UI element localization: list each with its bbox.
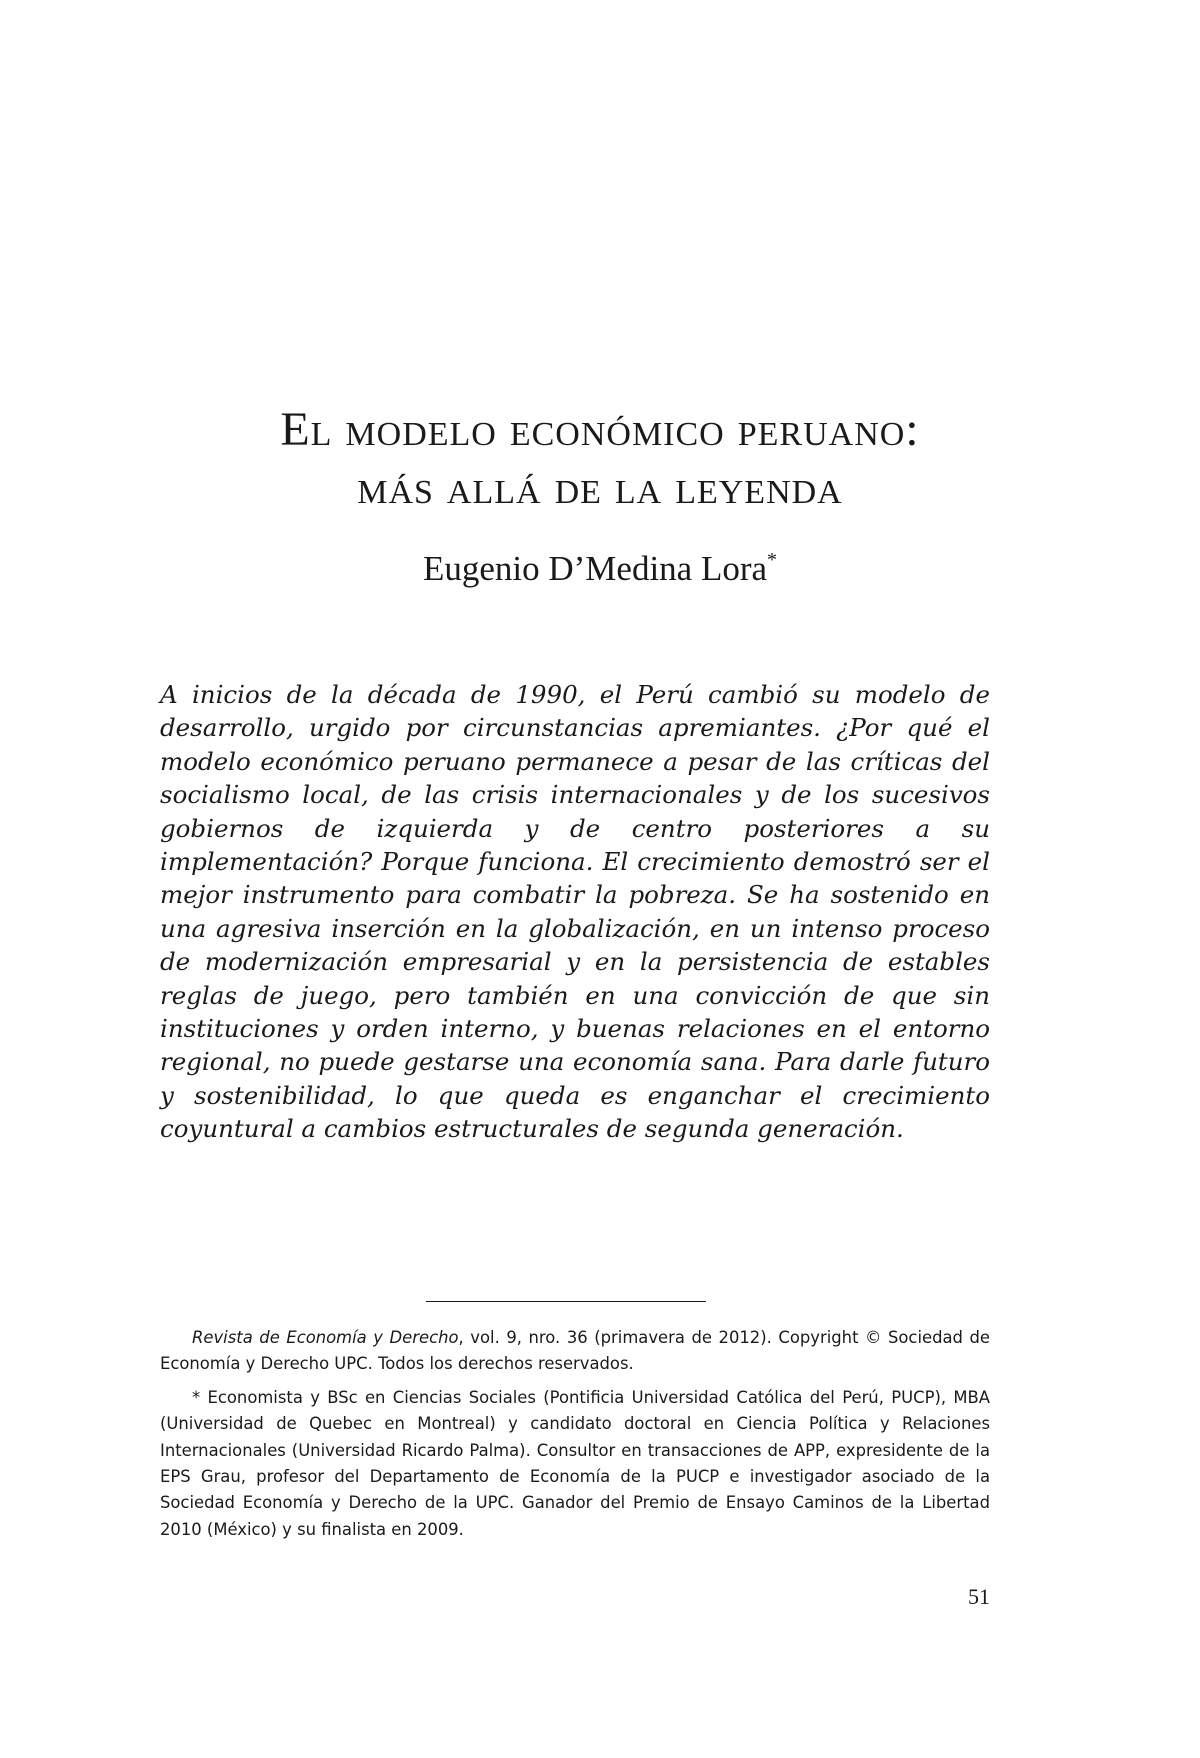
article-title-line-1: El modelo económico peruano: xyxy=(280,403,920,456)
journal-name: Revista de Economía y Derecho xyxy=(192,1328,459,1347)
author-footnote-mark: * xyxy=(767,549,778,571)
article-title-line-2: más allá de la leyenda xyxy=(357,461,843,514)
footnotes xyxy=(160,1325,990,1550)
article-author xyxy=(0,538,1200,591)
footnote-divider xyxy=(426,1301,706,1302)
page-number: 51 xyxy=(968,1584,990,1609)
journal-citation-note xyxy=(160,1325,990,1378)
author-name: Eugenio D’Medina Lora xyxy=(422,549,768,588)
author-bio-note: * Economista y BSc en Ciencias Sociales (Pontificia Universidad Católica del Perú, PUCP), MBA (Universidad de Quebec en Montreal) y candidato doctoral en Ciencia Política y Relaciones Internacionales (Universidad Ricardo Palma). Consultor en transacciones de APP, expresidente de la EPS Grau, profesor del Departamento de Economía de la PUCP e investigador asociado de la Sociedad Economía y Derecho de la UPC. Ganador del Premio de Ensayo Caminos de la Libertad 2010 (México) y su finalista en 2009. xyxy=(160,1387,990,1539)
article-abstract: A inicios de la década de 1990, el Perú cambió su modelo de desarrollo, urgido por circunstancias apremiantes. ¿Por qué el modelo económico peruano permanece a pesar de las críticas del socialismo local, de las crisis internacionales y de los sucesivos gobiernos de izquierda y de centro posteriores a su implementación? Porque funciona. El crecimiento demostró ser el mejor instrumento para combatir la pobreza. Se ha sostenido en una agresiva inserción en la globalización, en un intenso proceso de modernización empresarial y en la persistencia de estables reglas de juego, pero también en una convicción de que sin instituciones y orden interno, y buenas relaciones en el entorno regional, no puede gestarse una economía sana. Para darle futuro y sostenibilidad, lo que queda es enganchar el crecimiento coyuntural a cambios estructurales de segunda generación. xyxy=(160,680,990,1144)
journal-citation-details: , vol. 9, nro. 36 (primavera de 2012). Copyright © Sociedad de Economía y Derecho UPC. Todos los derechos reservados. xyxy=(160,1328,990,1374)
